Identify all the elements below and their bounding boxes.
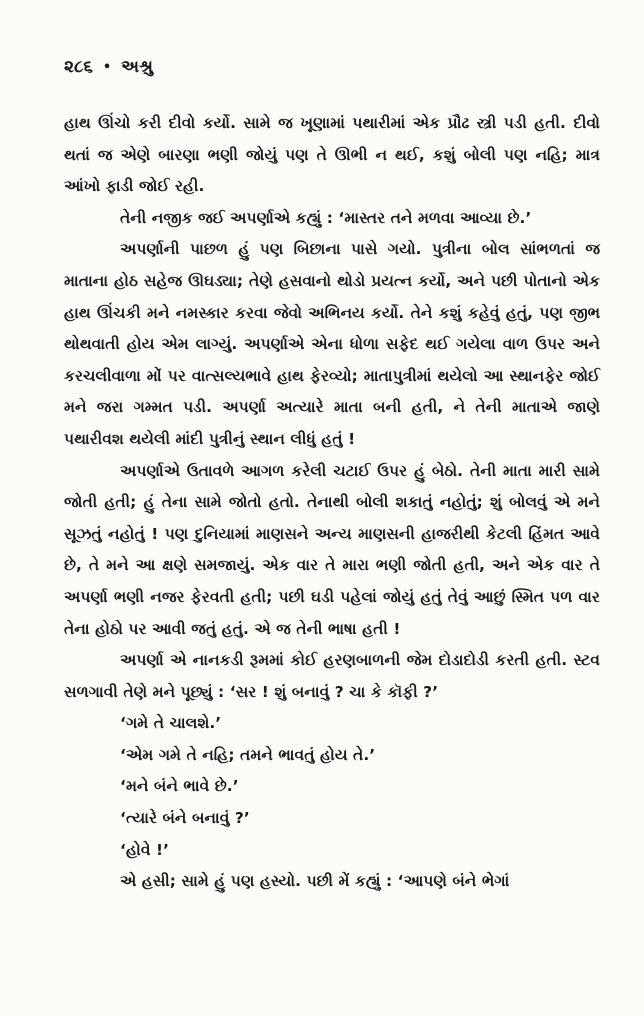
dialogue-line: ‘ગમે તે ચાલશે.’ (120, 714, 222, 733)
header-separator-bullet: • (102, 59, 112, 75)
book-title: અશ્રુ (121, 57, 153, 77)
paragraph: અપર્ણાએ ઉતાવળે આગળ કરેલી ચટાઈ ઉપર હું બેઠો. તેની માતા મારી સામે જોતી હતી; હું તેના સામે જોતો હતો. તેનાથી બોલી શકાતું નહોતું; શું બોલવું એ મને સૂઝતું નહોતું ! પણ દુનિયામાં માણસને અન્ય માણસની હાજરીથી કેટલી હિંમત આવે છે, તે મને આ ક્ષણે સમજાયું. એક વાર તે મારા ભણી જોતી હતી, અને એક વાર તે અપર્ણા ભણી નજર ફેરવતી હતી; પછી ઘડી પહેલાં જોયું હતું તેવું આછું સ્મિત પળ વાર તેના હોઠો પર આવી જતું હતું. એ જ તેની ભાષા હતી ! (64, 461, 600, 638)
paragraph: અપર્ણાની પાછળ હું પણ બિછાના પાસે ગયો. પુત્રીના બોલ સાંભળતાં જ માતાના હોઠ સહેજ ઊઘડ્યા; તેણે હસવાનો થોડો પ્રયત્ન કર્યો, અને પછી પોતાનો એક હાથ ઊંચકી મને નમસ્કાર કરવા જેવો અભિનય કર્યો. તેને કશું કહેવું હતું, પણ જીભ થોથવાતી હોય એમ લાગ્યું. અપર્ણાએ એના ધોળા સફેદ થઈ ગયેલા વાળ ઉપર અને કરચલીવાળા મોં પર વાત્સલ્યભાવે હાથ ફેરવ્યો; માતાપુત્રીમાં થયેલો આ સ્થાનફેર જોઈ મને જરા ગમ્મત પડી. અપર્ણા અત્યારે માતા બની હતી, ને તેની માતાએ જાણે પથારીવશ થયેલી માંદી પુત્રીનું સ્થાન લીધું હતું ! (64, 240, 600, 448)
paragraph: તેની નજીક જઈ અપર્ણાએ કહ્યું : ‘માસ્તર તને મળવા આવ્યા છે.’ (120, 208, 532, 227)
dialogue-line: ‘હોવે !’ (120, 840, 170, 859)
dialogue-line: ‘મને બંને ભાવે છે.’ (120, 777, 239, 796)
dialogue-line: ‘ત્યારે બંને બનાવું ?’ (120, 809, 250, 828)
page-body-text (64, 108, 600, 898)
paragraph: અપર્ણા એ નાનકડી રૂમમાં કોઈ હરણબાળની જેમ દોડાદોડી કરતી હતી. સ્ટવ સળગાવી તેણે મને પૂછ્યું : ‘સર ! શું બનાવું ? ચા કે કૉફી ?’ (64, 651, 600, 701)
dialogue-line: ‘એમ ગમે તે નહિ; તમને ભાવતું હોય તે.’ (120, 745, 376, 764)
running-header (64, 52, 600, 82)
paragraph-final: એ હસી; સામે હું પણ હસ્યો. પછી મેં કહ્યું : ‘આપણે બંને ભેગાં (120, 872, 510, 891)
page-number: ૨૮૬ (64, 57, 93, 77)
paragraph-continued: હાથ ઊંચો કરી દીવો કર્યો. સામે જ ખૂણામાં પથારીમાં એક પ્રૌઢ સ્ત્રી પડી હતી. દીવો થતાં જ એણે બારણા ભણી જોયું પણ તે ઊભી ન થઈ, કશું બોલી પણ નહિ; માત્ર આંખો ફાડી જોઈ રહી. (64, 114, 600, 196)
